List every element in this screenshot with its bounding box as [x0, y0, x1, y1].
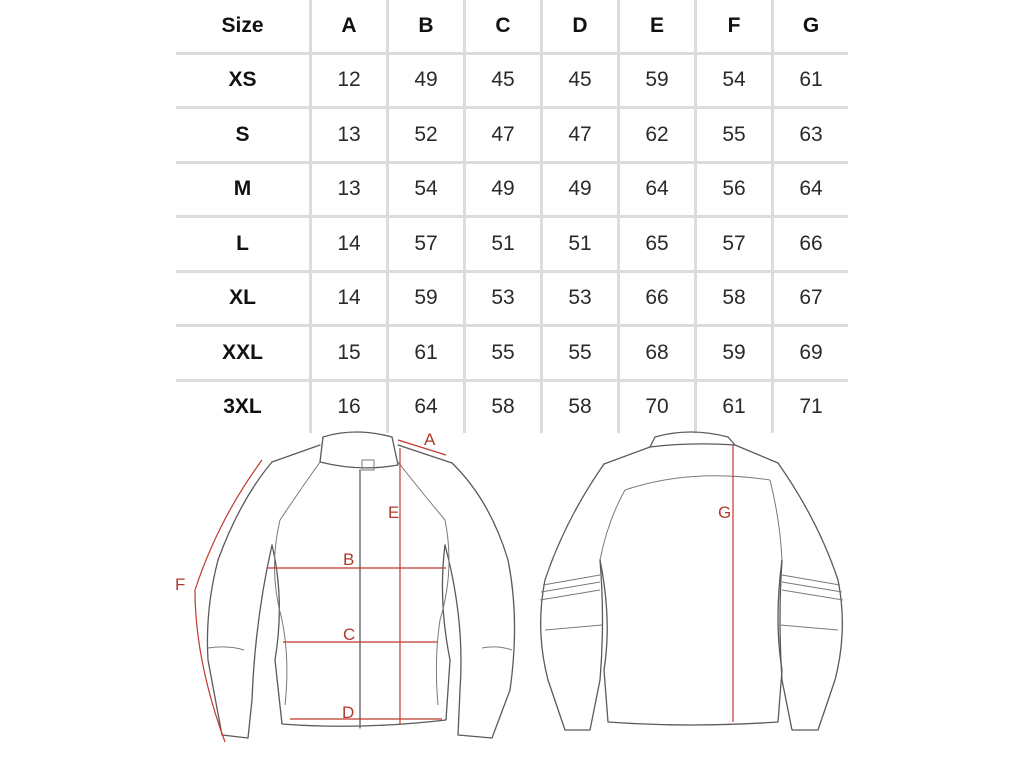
- table-cell: 55: [542, 326, 619, 381]
- table-cell: 61: [696, 380, 773, 433]
- table-cell: 59: [619, 53, 696, 108]
- size-label: 3XL: [176, 380, 311, 433]
- table-cell: 53: [542, 271, 619, 326]
- header-a: A: [311, 0, 388, 53]
- table-cell: 57: [696, 217, 773, 272]
- table-cell: 58: [542, 380, 619, 433]
- size-chart-table: [176, 0, 848, 433]
- measure-label-a: A: [424, 430, 436, 449]
- table-cell: 15: [311, 326, 388, 381]
- table-row: [176, 217, 848, 272]
- size-label: XXL: [176, 326, 311, 381]
- header-size: Size: [176, 0, 311, 53]
- table-cell: 58: [696, 271, 773, 326]
- size-label: L: [176, 217, 311, 272]
- table-cell: 64: [619, 162, 696, 217]
- header-g: G: [773, 0, 849, 53]
- table-cell: 13: [311, 108, 388, 163]
- measure-label-b: B: [343, 550, 355, 569]
- table-cell: 14: [311, 271, 388, 326]
- table-cell: 55: [465, 326, 542, 381]
- table-cell: 12: [311, 53, 388, 108]
- table-cell: 52: [388, 108, 465, 163]
- table-row: [176, 162, 848, 217]
- table-cell: 49: [542, 162, 619, 217]
- table-row: [176, 326, 848, 381]
- measure-label-c: C: [343, 625, 356, 644]
- table-cell: 14: [311, 217, 388, 272]
- header-f: F: [696, 0, 773, 53]
- table-cell: 62: [619, 108, 696, 163]
- size-label: XL: [176, 271, 311, 326]
- table-cell: 57: [388, 217, 465, 272]
- measure-label-f: F: [175, 575, 186, 594]
- size-label: S: [176, 108, 311, 163]
- table-cell: 64: [773, 162, 849, 217]
- header-c: C: [465, 0, 542, 53]
- table-cell: 71: [799, 395, 823, 419]
- table-cell: 70: [619, 380, 696, 433]
- table-cell: 58: [465, 380, 542, 433]
- header-b: B: [388, 0, 465, 53]
- table-header-row: [176, 0, 848, 53]
- table-cell: 69: [773, 326, 849, 381]
- table-cell: 59: [388, 271, 465, 326]
- table-cell: 49: [465, 162, 542, 217]
- table-cell: 51: [465, 217, 542, 272]
- table-row: [176, 271, 848, 326]
- jacket-back-illustration: [540, 432, 843, 730]
- table-cell: 65: [619, 217, 696, 272]
- table-cell: 59: [696, 326, 773, 381]
- table-cell: 13: [311, 162, 388, 217]
- table-cell: 67: [773, 271, 849, 326]
- jacket-front-illustration: [207, 432, 514, 738]
- front-measurements: [195, 440, 446, 742]
- table-cell: 61: [388, 326, 465, 381]
- table-cell: 68: [619, 326, 696, 381]
- header-e: E: [619, 0, 696, 53]
- table-row: [176, 53, 848, 108]
- table-cell: 47: [542, 108, 619, 163]
- size-label: XS: [176, 53, 311, 108]
- table-cell: 64: [388, 380, 465, 433]
- measure-label-d: D: [342, 703, 355, 722]
- table-cell: 61: [773, 53, 849, 108]
- table-cell: 16: [311, 380, 388, 433]
- table-cell: 55: [696, 108, 773, 163]
- table-cell: 56: [696, 162, 773, 217]
- table-cell: 54: [388, 162, 465, 217]
- table-cell: 47: [465, 108, 542, 163]
- table-cell: 53: [465, 271, 542, 326]
- table-cell: 63: [773, 108, 849, 163]
- table-cell: 45: [542, 53, 619, 108]
- header-d: D: [542, 0, 619, 53]
- measure-label-g: G: [718, 503, 732, 522]
- size-label: M: [176, 162, 311, 217]
- measure-label-e: E: [388, 503, 400, 522]
- table-cell: 49: [388, 53, 465, 108]
- table-cell: 45: [465, 53, 542, 108]
- table-row: [176, 108, 848, 163]
- jacket-measurement-diagram: [0, 420, 1024, 768]
- table-cell: 66: [619, 271, 696, 326]
- table-cell: 51: [542, 217, 619, 272]
- table-cell: 66: [773, 217, 849, 272]
- table-cell: 54: [696, 53, 773, 108]
